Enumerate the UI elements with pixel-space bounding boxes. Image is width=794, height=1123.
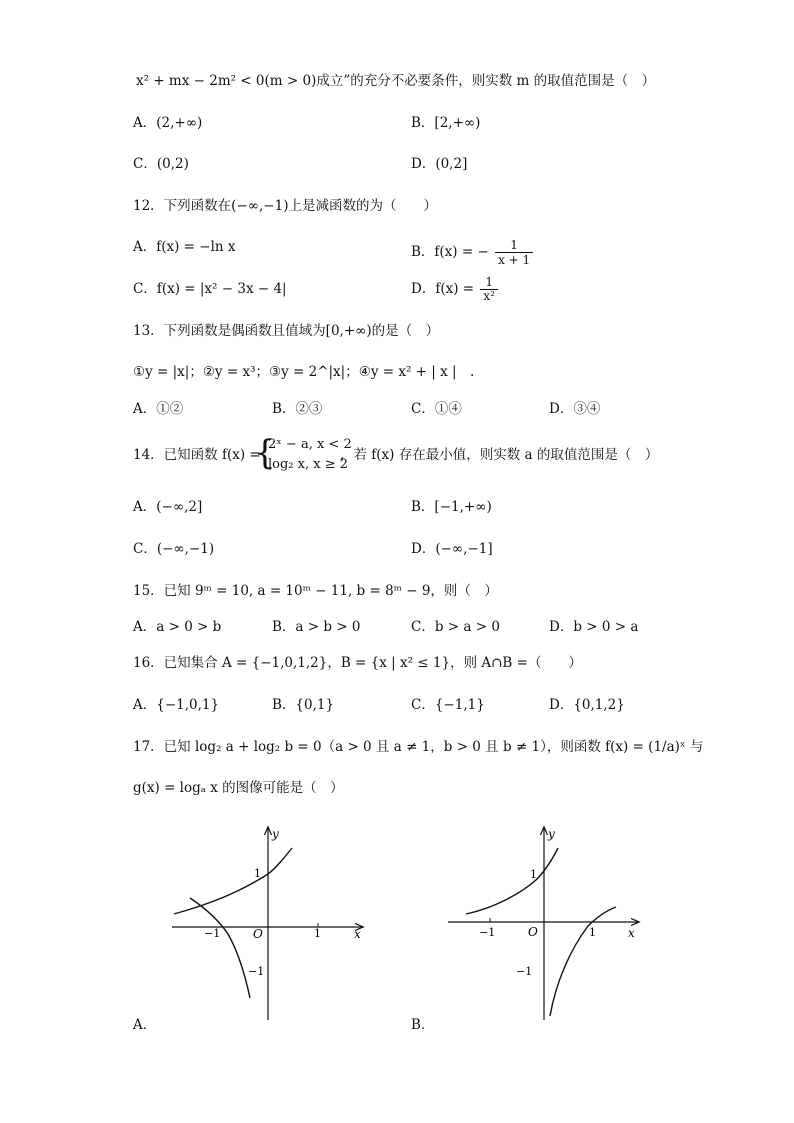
q14-piece-1: 2ˣ − a, x < 2 xyxy=(268,437,352,452)
q16-option-c[interactable]: C．{−1,1} xyxy=(411,697,485,713)
origin-label: O xyxy=(528,925,538,939)
tick-label-1-y: 1 xyxy=(530,868,537,881)
q14-option-a[interactable]: A．(−∞,2] xyxy=(133,499,203,515)
q12-option-a[interactable]: A．f(x) = −ln x xyxy=(133,239,236,255)
q12-stem: 12．下列函数在(−∞,−1)上是减函数的为（ ） xyxy=(133,198,437,214)
q13-items: ①y = |x|；②y = x³；③y = 2^|x|；④y = x² + | x | . xyxy=(133,364,475,380)
q15-option-c[interactable]: C．b > a > 0 xyxy=(411,619,500,635)
graph-b xyxy=(438,822,653,1027)
q16-stem: 16．已知集合 A = {−1,0,1,2}，B = {x | x² ≤ 1}，则 A∩B =（ ） xyxy=(133,655,582,671)
y-axis-label: y xyxy=(548,827,555,841)
q16-option-d[interactable]: D．{0,1,2} xyxy=(549,697,625,713)
q14-stem-end: ，若 f(x) 存在最小值，则实数 a 的取值范围是（ ） xyxy=(340,447,659,463)
q15-option-a[interactable]: A．a > 0 > b xyxy=(133,619,222,635)
q13-option-a[interactable]: A．①② xyxy=(133,401,184,417)
tick-label-1-x: 1 xyxy=(589,926,596,939)
q13-option-b[interactable]: B．②③ xyxy=(272,401,323,417)
tick-label-neg1-y: −1 xyxy=(248,965,265,978)
tick-label-neg1-y: −1 xyxy=(516,965,533,978)
q17-option-a-label[interactable]: A． xyxy=(133,1017,157,1033)
tick-label-neg1-x: −1 xyxy=(479,926,496,939)
q14-stem-start: 14．已知函数 f(x) = xyxy=(133,447,261,463)
q13-stem: 13．下列函数是偶函数且值域为[0,+∞)的是（ ） xyxy=(133,323,440,339)
log-curve xyxy=(190,898,250,998)
q16-option-a[interactable]: A．{−1,0,1} xyxy=(133,697,220,713)
x-axis-label: x xyxy=(628,926,635,940)
exponential-curve xyxy=(174,848,292,914)
q13-option-d[interactable]: D．③④ xyxy=(549,401,601,417)
q11-option-a[interactable]: A．(2,+∞) xyxy=(133,115,203,131)
log-curve xyxy=(550,907,616,1016)
q17-stem-line-1: 17．已知 log₂ a + log₂ b = 0（a > 0 且 a ≠ 1，b > 0 且 b ≠ 1），则函数 f(x) = (1/a)ˣ 与 xyxy=(133,739,704,755)
q14-option-b[interactable]: B．[−1,+∞) xyxy=(411,499,492,515)
piecewise-brace: { xyxy=(254,433,276,473)
q17-option-b-label[interactable]: B． xyxy=(411,1017,435,1033)
q15-stem: 15．已知 9ᵐ = 10, a = 10ᵐ − 11, b = 8ᵐ − 9，则（ ） xyxy=(133,583,498,599)
y-axis-label: y xyxy=(272,827,279,841)
q12-option-d[interactable]: D．f(x) = $\frac{1}{\text{x²}}$ xyxy=(411,276,498,303)
q12-option-b[interactable]: B．f(x) = − $\frac{1}{x + 1}$ xyxy=(411,238,533,267)
q11-option-c[interactable]: C．(0,2) xyxy=(133,156,189,172)
graph-a xyxy=(160,822,375,1027)
q14-piece-2: log₂ x, x ≥ 2 xyxy=(268,457,349,472)
q12-option-c[interactable]: C．f(x) = |x² − 3x − 4| xyxy=(133,281,287,297)
q13-option-c[interactable]: C．①④ xyxy=(411,401,462,417)
q11-option-b[interactable]: B．[2,+∞) xyxy=(411,115,481,131)
q14-option-d[interactable]: D．(−∞,−1] xyxy=(411,541,493,557)
q15-option-d[interactable]: D．b > 0 > a xyxy=(549,619,639,635)
x-axis-label: x xyxy=(354,927,361,941)
tick-label-1-y: 1 xyxy=(254,867,261,880)
q17-stem-line-2: g(x) = logₐ x 的图像可能是（ ） xyxy=(133,780,344,796)
q15-option-b[interactable]: B．a > b > 0 xyxy=(272,619,361,635)
fraction: $\frac{1}{\text{x²}}$ xyxy=(480,276,498,303)
tick-label-1-x: 1 xyxy=(314,927,321,940)
origin-label: O xyxy=(253,927,263,941)
tick-label-neg1-x: −1 xyxy=(204,927,221,940)
q14-option-c[interactable]: C．(−∞,−1) xyxy=(133,541,215,557)
q11-stem: x² + mx − 2m² < 0(m > 0)成立”的充分不必要条件，则实数 m 的取值范围是（ ） xyxy=(136,73,656,89)
q11-option-d[interactable]: D．(0,2] xyxy=(411,156,468,172)
fraction: $\frac{1}{x + 1}$ xyxy=(495,238,533,267)
q16-option-b[interactable]: B．{0,1} xyxy=(272,697,335,713)
